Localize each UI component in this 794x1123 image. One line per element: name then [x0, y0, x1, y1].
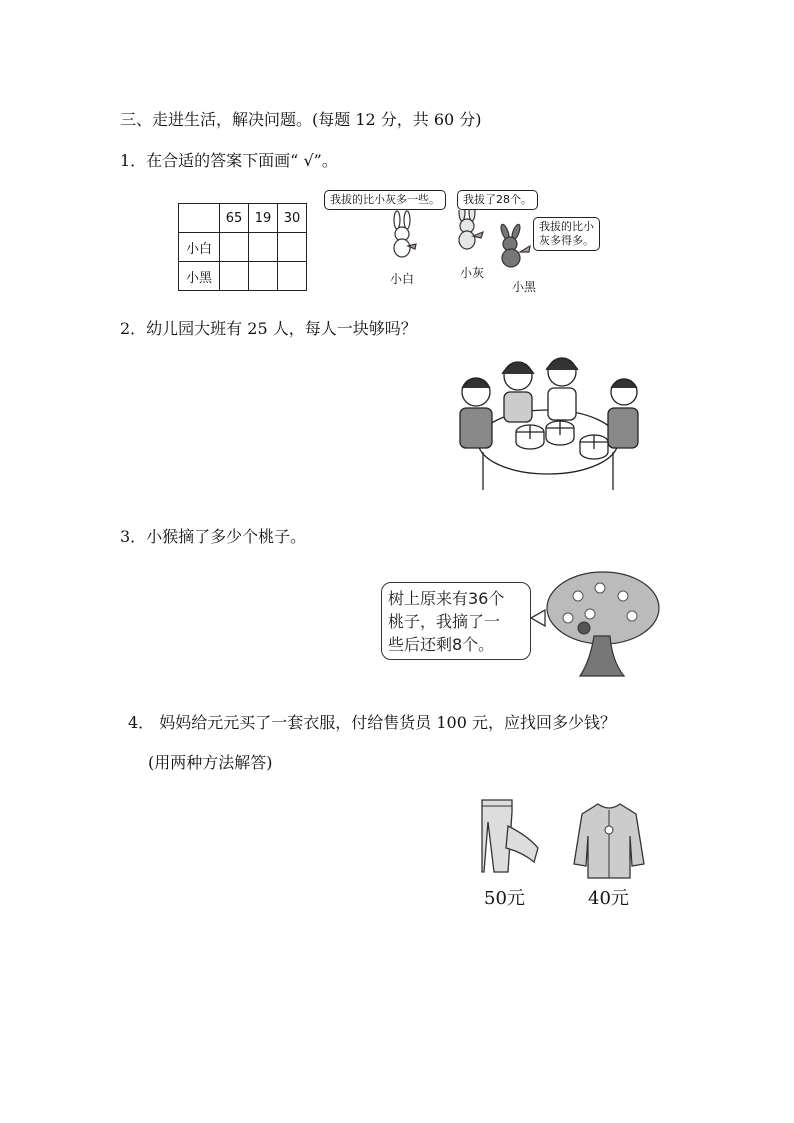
speech-line: 桃子，我摘了一 — [388, 612, 501, 631]
answer-cell[interactable] — [278, 262, 307, 291]
rabbit-name-xiaohui: 小灰 — [460, 266, 485, 280]
answer-cell[interactable] — [220, 233, 249, 262]
speech-bubble-xiaobai: 我拔的比小灰多一些。 — [324, 190, 446, 210]
answer-table — [178, 203, 307, 291]
cake-icon — [516, 425, 544, 449]
bubble-line: 灰多得多。 — [539, 234, 594, 247]
peach-tree-icon — [547, 572, 659, 676]
question-4-note: (用两种方法解答) — [148, 753, 273, 772]
table-row — [179, 233, 307, 262]
row-label: 小白 — [179, 233, 220, 262]
child-icon — [546, 358, 578, 420]
peach-tree-illustration — [528, 566, 662, 684]
question-4-text: 4． 妈妈给元元买了一套衣服，付给售货员 100 元，应找回多少钱？ — [128, 713, 616, 732]
answer-cell[interactable] — [220, 262, 249, 291]
rabbit-name-xiaohei: 小黑 — [512, 280, 537, 294]
jacket-price: 40元 — [588, 888, 629, 909]
speech-tail-icon — [531, 610, 545, 626]
pants-icon — [478, 796, 544, 878]
table-row — [179, 262, 307, 291]
table-corner-cell — [179, 204, 220, 233]
rabbit-xiaohui-icon — [459, 210, 483, 249]
child-icon — [608, 379, 638, 448]
rabbit-xiaohei-icon — [499, 223, 530, 267]
pants-price: 50元 — [484, 888, 525, 909]
row-label: 小黑 — [179, 262, 220, 291]
cake-icon — [546, 421, 574, 445]
table-header-cell: 65 — [220, 204, 249, 233]
monkey-speech-bubble — [381, 582, 531, 660]
table-header-cell: 19 — [249, 204, 278, 233]
jacket-icon — [572, 800, 646, 880]
speech-line: 些后还剩8个。 — [388, 635, 495, 654]
children-cake-illustration — [448, 352, 644, 492]
question-1-text: 1．在合适的答案下面画“ √”。 — [120, 151, 338, 170]
cake-icon — [580, 435, 608, 459]
answer-cell[interactable] — [249, 262, 278, 291]
question-2-text: 2．幼儿园大班有 25 人，每人一块够吗？ — [120, 319, 417, 338]
question-3-text: 3．小猴摘了多少个桃子。 — [120, 527, 307, 546]
monkey-icon — [578, 622, 590, 634]
rabbit-xiaobai-icon — [394, 211, 416, 257]
speech-line: 树上原来有36个 — [388, 589, 505, 608]
table-header-cell: 30 — [278, 204, 307, 233]
child-icon — [460, 378, 492, 448]
bubble-line: 我拔的比小 — [539, 220, 594, 233]
rabbit-name-xiaobai: 小白 — [390, 272, 415, 286]
section-title: 三、走进生活，解决问题。(每题 12 分，共 60 分) — [120, 110, 482, 129]
answer-cell[interactable] — [249, 233, 278, 262]
speech-bubble-xiaohui: 我拔了28个。 — [457, 190, 538, 210]
child-icon — [502, 362, 534, 422]
table-header-row — [179, 204, 307, 233]
answer-cell[interactable] — [278, 233, 307, 262]
